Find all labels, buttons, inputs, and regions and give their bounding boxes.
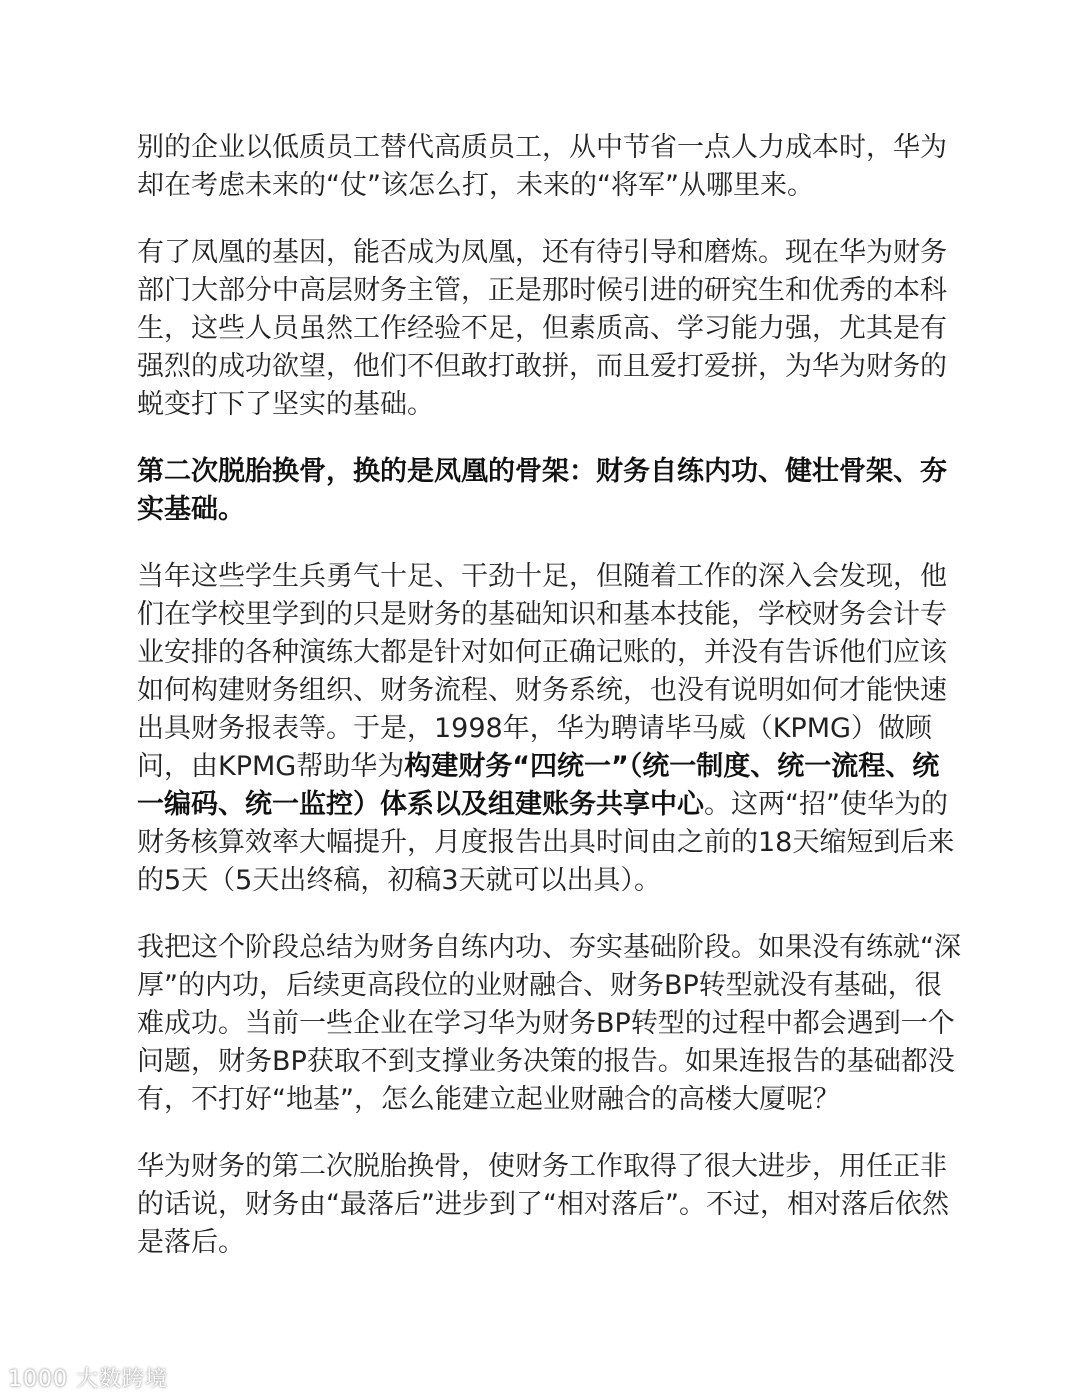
paragraph [137, 929, 961, 1119]
text-segment: 华为财务的第二次脱胎换骨，使财务工作取得了很大进步，用任正非 [137, 1151, 947, 1182]
paragraph [137, 558, 955, 900]
text-line [137, 710, 947, 748]
text-line [137, 1005, 955, 1043]
text-segment: 问题，财务BP获取不到支撑业务决策的报告。如果连报告的基础都没 [137, 1046, 955, 1077]
text-segment: 业安排的各种演练大都是针对如何正确记账的，并没有告诉他们应该 [137, 637, 947, 668]
text-segment: 。这两“招”使华为的 [704, 789, 948, 820]
text-line [137, 491, 947, 529]
text-line [137, 348, 947, 386]
text-line [137, 748, 947, 786]
text-line [137, 596, 947, 634]
text-line [137, 1081, 947, 1119]
bold-text: 构建财务“四统一”（统一制度、统一流程、统 [404, 751, 940, 782]
article-body [137, 129, 961, 1291]
paragraph [137, 129, 947, 205]
text-line [137, 129, 947, 167]
text-segment: 部门大部分中高层财务主管，正是那时候引进的研究生和优秀的本科 [137, 275, 947, 306]
text-line [137, 386, 947, 424]
text-segment: 我把这个阶段总结为财务自练内功、夯实基础阶段。如果没有练就“深 [137, 932, 961, 963]
text-segment: 出具财务报表等。于是，1998年，华为聘请毕马威（KPMG）做顾 [137, 713, 932, 744]
text-segment: 有，不打好“地基”，怎么能建立起业财融合的高楼大厦呢？ [137, 1084, 840, 1115]
text-segment: 的5天（5天出终稿，初稿3天就可以出具）。 [137, 865, 662, 896]
paragraph [137, 234, 947, 424]
watermark-text: 大数跨境 [76, 1367, 169, 1392]
watermark-logo-mark: 1000 [8, 1367, 68, 1392]
text-line [137, 672, 947, 710]
text-line [137, 1224, 947, 1262]
text-line [137, 862, 947, 900]
text-line [137, 272, 947, 310]
text-segment: 难成功。当前一些企业在学习华为财务BP转型的过程中都会遇到一个 [137, 1008, 955, 1039]
text-line [137, 1148, 947, 1186]
bold-text: 一编码、统一监控）体系以及组建账务共享中心 [137, 789, 704, 820]
text-line [137, 234, 947, 272]
text-segment: 们在学校里学到的只是财务的基础知识和基本技能，学校财务会计专 [137, 599, 947, 630]
text-segment: 当年这些学生兵勇气十足、干劲十足，但随着工作的深入会发现，他 [137, 561, 947, 592]
text-line [137, 967, 947, 1005]
text-segment: 第二次脱胎换骨，换的是凤凰的骨架：财务自练内功、健壮骨架、夯 [137, 456, 947, 487]
watermark-logo [8, 1362, 168, 1393]
text-segment: 却在考虑未来的“仗”该怎么打，未来的“将军”从哪里来。 [137, 170, 814, 201]
text-segment: 生，这些人员虽然工作经验不足，但素质高、学习能力强，尤其是有 [137, 313, 947, 344]
text-segment: 强烈的成功欲望，他们不但敢打敢拼，而且爱打爱拼，为华为财务的 [137, 351, 947, 382]
text-line [137, 1043, 955, 1081]
text-line [137, 167, 947, 205]
text-segment: 的话说，财务由“最落后”进步到了“相对落后”。不过，相对落后依然 [137, 1189, 949, 1220]
text-line [137, 929, 961, 967]
text-line [137, 786, 947, 824]
text-segment: 厚”的内功，后续更高段位的业财融合、财务BP转型就没有基础，很 [137, 970, 942, 1001]
text-segment: 财务核算效率大幅提升，月度报告出具时间由之前的18天缩短到后来 [137, 827, 955, 858]
text-line [137, 558, 947, 596]
text-line [137, 453, 947, 491]
text-segment: 有了凤凰的基因，能否成为凤凰，还有待引导和磨炼。现在华为财务 [137, 237, 947, 268]
text-line [137, 1186, 947, 1224]
paragraph [137, 1148, 947, 1262]
text-line [137, 310, 947, 348]
text-segment: 问，由KPMG帮助华为 [137, 751, 405, 782]
text-segment: 是落后。 [137, 1227, 245, 1258]
text-segment: 别的企业以低质员工替代高质员工，从中节省一点人力成本时，华为 [137, 132, 947, 163]
text-segment: 如何构建财务组织、财务流程、财务系统，也没有说明如何才能快速 [137, 675, 947, 706]
text-line [137, 634, 947, 672]
text-line [137, 824, 955, 862]
text-segment: 实基础。 [137, 494, 245, 525]
text-segment: 蜕变打下了坚实的基础。 [137, 389, 434, 420]
section-heading [137, 453, 947, 529]
